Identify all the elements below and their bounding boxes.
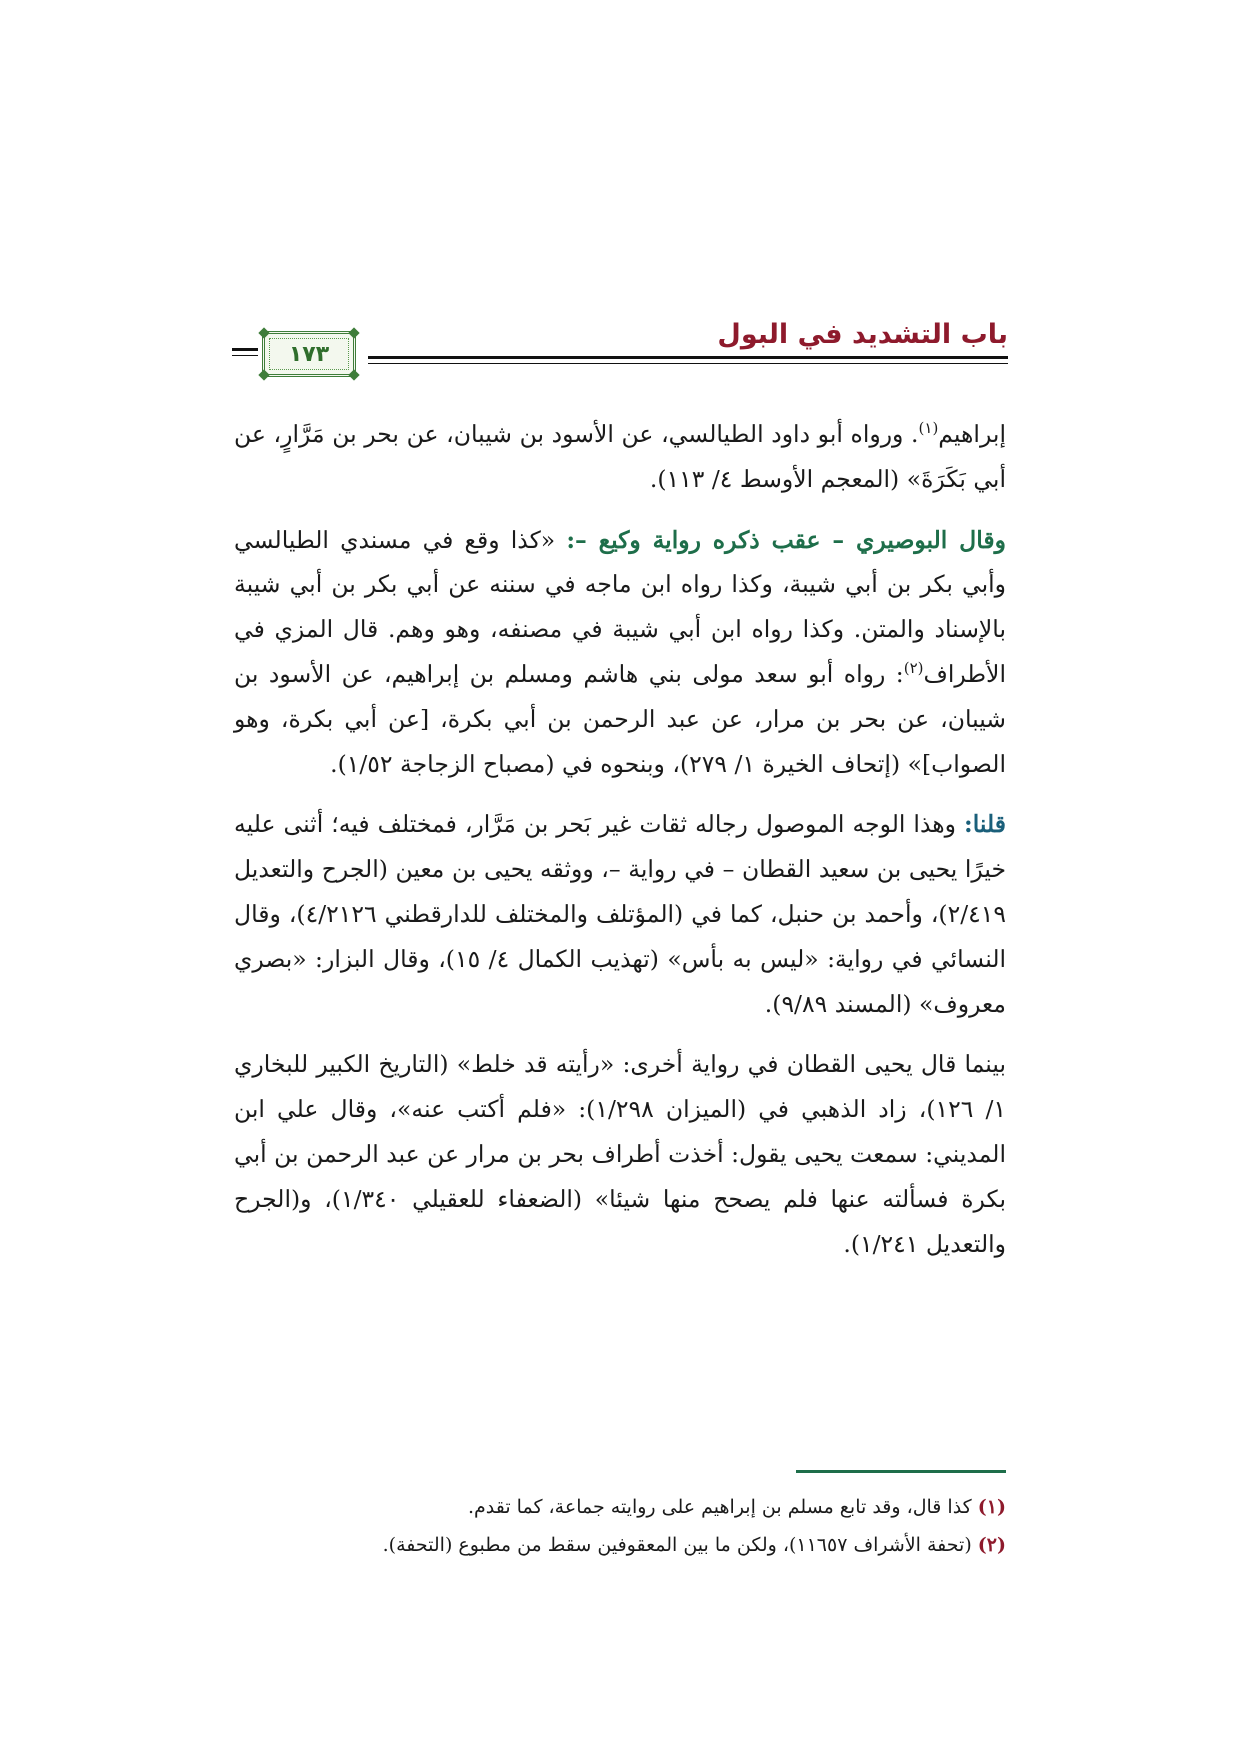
paragraph-1 — [234, 412, 1006, 502]
paragraph-text: بينما قال يحيى القطان في رواية أخرى: «رأيته قد خلط» (التاريخ الكبير للبخاري ١/ ١٢٦)، زاد الذهبي في (الميزان ١/٢٩٨): «فلم أكتب عنه»، وقال علي ابن المديني: سمعت يحيى يقول: أخذت أطراف بحر بن مرار عن عبد الرحمن بن أبي بكرة فسألته عنها فلم يصحح منها شيئا» (الضعفاء للعقيلي ١/٣٤٠)، و(الجرح والتعديل ١/٢٤١). — [234, 1050, 1007, 1258]
paragraph-text: وهذا الوجه الموصول رجاله ثقات غير بَحر بن مَرَّار، فمختلف فيه؛ أثنى عليه خيرًا يحيى بن سعيد القطان – في رواية –، ووثقه يحيى بن معين (الجرح والتعديل ٢/٤١٩)، وأحمد بن حنبل، كما في (المؤتلف والمختلف للدارقطني ٤/٢١٢٦)، وقال النسائي في رواية: «ليس به بأس» (تهذيب الكمال ٤/ ١٥)، وقال البزار: «بصري معروف» (المسند ٩/٨٩). — [234, 810, 1007, 1018]
footnote-ref-1[interactable]: (١) — [918, 419, 939, 438]
footnote-ref-2[interactable]: (٢) — [903, 659, 924, 678]
header-rule-right-top — [368, 356, 1008, 359]
page-header — [232, 318, 1008, 388]
footnote-2 — [234, 1526, 1006, 1564]
paragraph-text: : رواه أبو سعد مولى بني هاشم ومسلم بن إبراهيم، عن الأسود بن شيبان، عن بحر بن مرار، عن عبد الرحمن بن أبي بكرة، [عن أبي بكرة، وهو الصواب]» (إتحاف الخيرة ١/ ٢٧٩)، وبنحوه في (مصباح الزجاجة ١/٥٢). — [234, 659, 1006, 778]
footnote-1 — [234, 1488, 1006, 1526]
paragraph-text: . ورواه أبو داود الطيالسي، عن الأسود بن شيبان، عن بحر بن مَرَّارٍ، عن أبي بَكَرَةَ» (المعجم الأوسط ٤/ ١١٣). — [234, 420, 1006, 493]
header-rule-left-top — [232, 348, 258, 351]
paragraph-lead: قلنا: — [964, 810, 1006, 839]
paragraph-2 — [234, 518, 1006, 787]
page-number: ١٧٣ — [288, 341, 330, 367]
paragraph-3 — [234, 802, 1006, 1026]
footnote-text: (تحفة الأشراف ١١٦٥٧)، ولكن ما بين المعقوفين سقط من مطبوع (التحفة). — [382, 1534, 978, 1556]
badge-ornament-icon — [348, 369, 359, 380]
paragraph-text: «كذا وقع في مسندي الطيالسي وأبي بكر بن أبي شيبة، وكذا رواه ابن ماجه في سننه عن أبي بكر بن أبي شيبة بالإسناد والمتن. وكذا رواه ابن أبي شيبة في مصنفه، وهو وهم. قال المزي في الأطراف — [234, 525, 1006, 688]
paragraph-4 — [234, 1042, 1006, 1266]
badge-ornament-icon — [258, 369, 269, 380]
page-number-badge — [262, 331, 356, 377]
badge-ornament-icon — [258, 327, 269, 338]
chapter-title: باب التشديد في البول — [717, 319, 1008, 350]
paragraph-text: إبراهيم — [938, 420, 1006, 448]
footnotes — [234, 1488, 1006, 1564]
footnote-text: كذا قال، وقد تابع مسلم بن إبراهيم على روايته جماعة، كما تقدم. — [467, 1496, 978, 1518]
footnote-separator — [796, 1470, 1006, 1473]
main-text — [234, 412, 1006, 1266]
header-rule-left-bottom — [232, 355, 258, 356]
header-rule-right-bottom — [368, 363, 1008, 364]
footnote-number: (٢) — [977, 1534, 1006, 1556]
badge-ornament-icon — [348, 327, 359, 338]
paragraph-lead: وقال البوصيري – عقب ذكره رواية وكيع –: — [566, 525, 1006, 554]
footnote-number: (١) — [977, 1496, 1006, 1518]
